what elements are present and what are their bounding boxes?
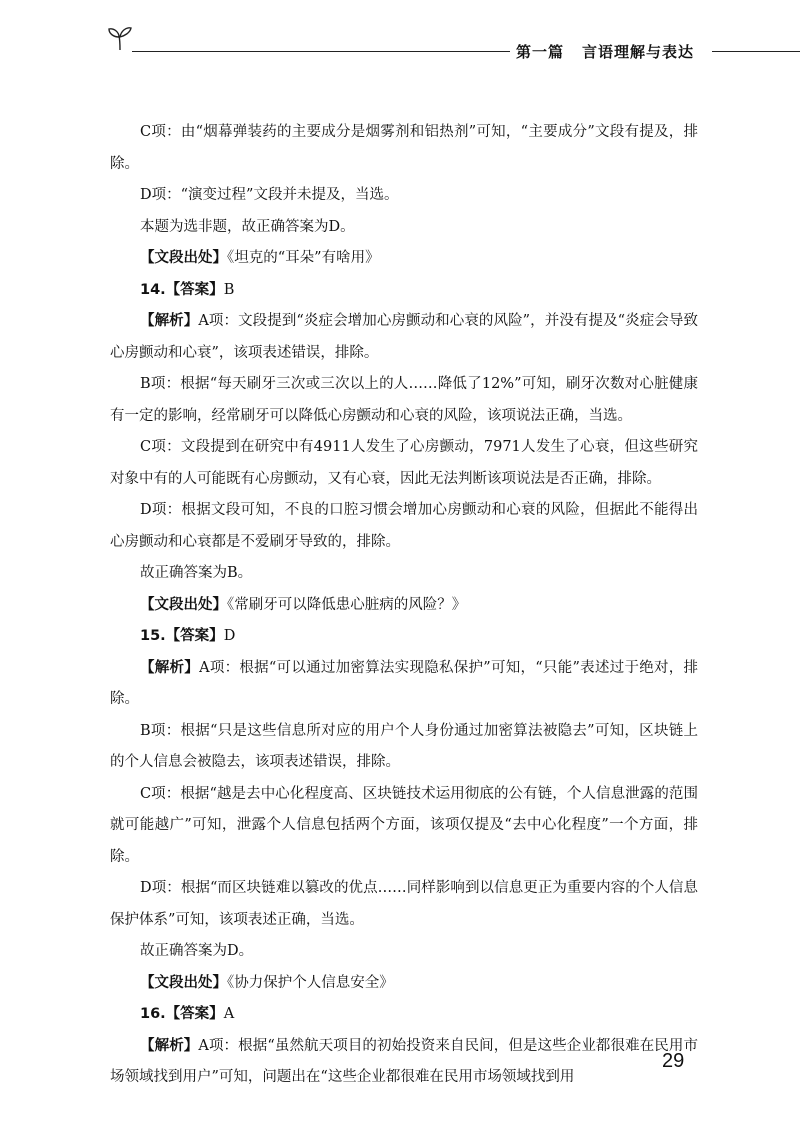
page-number: 29 xyxy=(662,1050,685,1072)
source-line: 【文段出处】《坦克的“耳朵”有啥用》 xyxy=(140,250,380,266)
source-line: 【文段出处】《常刷牙可以降低患心脏病的风险？》 xyxy=(140,596,467,613)
paragraph: C项：文段提到在研究中有4911人发生了心房颤动，7971人发生了心衰，但这些研究对象中有的人可能既有心房颤动，又有心衰，因此无法判断该项说法是否正确，排除。 xyxy=(110,439,698,487)
sprout-icon xyxy=(106,24,134,52)
header-title xyxy=(516,41,694,62)
paragraph: 故正确答案为B。 xyxy=(140,565,253,581)
analysis-paragraph: 【解析】A项：根据“虽然航天项目的初始投资来自民间，但是这些企业都很难在民用市场领域找到用户”可知，问题出在“这些企业都很难在民用市场领域找到用 xyxy=(110,1037,699,1085)
header-rule-left xyxy=(132,51,510,52)
answer-line: 15.【答案】D xyxy=(140,628,236,644)
paragraph: 本题为选非题，故正确答案为D。 xyxy=(140,218,355,235)
paragraph: B项：根据“只是这些信息所对应的用户个人身份通过加密算法被隐去”可知，区块链上的个人信息会被隐去，该项表述错误，排除。 xyxy=(110,722,698,770)
paragraph: D项：根据文段可知，不良的口腔习惯会增加心房颤动和心衰的风险，但据此不能得出心房颤动和心衰都是不爱刷牙导致的，排除。 xyxy=(110,502,698,550)
paragraph: B项：根据“每天刷牙三次或三次以上的人……降低了12%”可知，刷牙次数对心脏健康有一定的影响，经常刷牙可以降低心房颤动和心衰的风险，该项说法正确，当选。 xyxy=(110,376,698,424)
paragraph: 故正确答案为D。 xyxy=(140,943,254,959)
answer-line: 16.【答案】A xyxy=(140,1006,235,1022)
paragraph: C项：根据“越是去中心化程度高、区块链技术运用彻底的公有链，个人信息泄露的范围就可能越广”可知，泄露个人信息包括两个方面，该项仅提及“去中心化程度”一个方面，排除。 xyxy=(110,785,698,865)
analysis-paragraph: 【解析】A项：文段提到“炎症会增加心房颤动和心衰的风险”，并没有提及“炎症会导致心房颤动和心衰”，该项表述错误，排除。 xyxy=(110,313,698,361)
paragraph: D项：根据“而区块链难以篡改的优点……同样影响到以信息更正为重要内容的个人信息保护体系”可知，该项表述正确，当选。 xyxy=(110,880,698,928)
analysis-paragraph: 【解析】A项：根据“可以通过加密算法实现隐私保护”可知，“只能”表述过于绝对，排除。 xyxy=(110,659,699,707)
header-chapter: 言语理解与表达 xyxy=(582,43,695,61)
source-line: 【文段出处】《协力保护个人信息安全》 xyxy=(140,974,394,991)
header-section: 第一篇 xyxy=(516,43,565,61)
header-rule-right xyxy=(712,51,800,52)
paragraph: D项：“演变过程”文段并未提及，当选。 xyxy=(140,187,399,203)
paragraph: C项：由“烟幕弹装药的主要成分是烟雾剂和铝热剂”可知，“主要成分”文段有提及，排除。 xyxy=(110,124,698,172)
page-body xyxy=(110,117,698,1094)
answer-line: 14.【答案】B xyxy=(140,281,235,298)
page-header xyxy=(0,0,800,75)
